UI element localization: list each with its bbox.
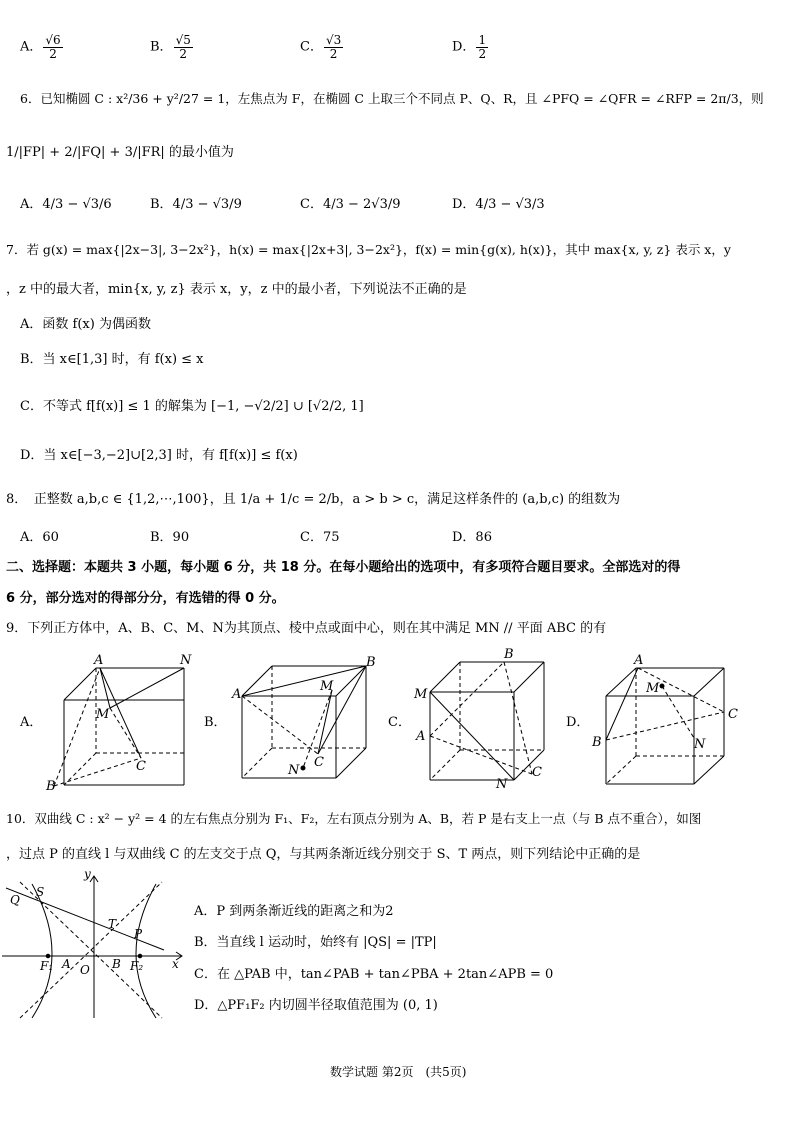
q6-option-a: A．4/3 − √3/6: [20, 197, 112, 212]
q10-stem-line2: ，过点 P 的直线 l 与双曲线 C 的左支交于点 Q，与其两条渐近线分别交于 S、T 两点，则下列结论中正确的是: [6, 847, 641, 862]
q5-option-b: B． $\frac{√5}{2}$: [150, 33, 191, 61]
q8-option-a: A．60: [20, 530, 59, 545]
q6-stem-line2: 1/|FP| + 2/|FQ| + 3/|FR| 的最小值为: [6, 145, 234, 160]
label-t: T: [108, 917, 117, 931]
label-n: N: [288, 763, 300, 778]
q9-cube-d: [590, 650, 750, 792]
q8-option-b: B．90: [150, 530, 190, 545]
page-footer: 数学试题 第2页 (共5页): [330, 1065, 467, 1079]
label-a: A: [62, 957, 71, 971]
q9-cube-a: [44, 650, 204, 792]
label-q: Q: [10, 893, 20, 907]
section2-heading-line1: 二、选择题：本题共 3 小题，每小题 6 分，共 18 分。在每小题给出的选项中，有多项符合题目要求。全部选对的得: [6, 560, 681, 575]
label-c: C: [314, 755, 324, 770]
q9-stem: 9．下列正方体中，A、B、C、M、N为其顶点、棱中点或面中心，则在其中满足 MN // 平面 ABC 的有: [6, 621, 607, 636]
label-x: x: [172, 957, 179, 971]
label-b: B: [46, 779, 56, 792]
q7-stem-line1: 7．若 g(x) = max{|2x−3|, 3−2x²}，h(x) = max{|2x+3|, 3−2x²}，f(x) = min{g(x), h(x)}，其中 max{x, y, z} 表示 x，y: [6, 242, 731, 257]
q8-option-c: C．75: [300, 530, 340, 545]
q7-option-a: A．函数 f(x) 为偶函数: [20, 317, 151, 332]
label-n: N: [180, 653, 192, 668]
q5-option-a: A． $\frac{√6}{2}$: [20, 33, 61, 61]
q9-cube-b: [228, 650, 388, 792]
label-n: N: [694, 737, 706, 752]
q5-option-d: D． $\frac{1}{2}$: [452, 33, 487, 61]
q5-option-c: C． $\frac{√3}{2}$: [300, 33, 342, 61]
label-c: C: [532, 765, 542, 780]
label-y: y: [84, 870, 91, 881]
q9-option-a-label: A．: [20, 715, 43, 730]
q7-option-d: D．当 x∈[−3,−2]∪[2,3] 时，有 f[f(x)] ≤ f(x): [20, 448, 298, 463]
label-b: B: [112, 957, 121, 971]
label-f2: F₂: [130, 959, 144, 973]
label-m: M: [96, 707, 110, 722]
q8-option-d: D．86: [452, 530, 492, 545]
q5-options: [20, 30, 780, 70]
q10-stem-line1: 10．双曲线 C : x² − y² = 4 的左右焦点分别为 F₁、F₂，左右顶点分别为 A、B，若 P 是右支上一点（与 B 点不重合），如图: [6, 811, 702, 826]
label-c: C: [728, 707, 738, 722]
q10-option-a: A．P 到两条渐近线的距离之和为2: [194, 904, 394, 919]
label-s: S: [36, 885, 45, 899]
label-o: O: [80, 963, 90, 977]
label-b: B: [366, 655, 376, 670]
q9-option-d-label: D．: [566, 715, 590, 730]
label-a: A: [634, 653, 644, 668]
q7-stem-line2: ，z 中的最大者，min{x, y, z} 表示 x，y，z 中的最小者，下列说法不正确的是: [6, 282, 467, 297]
label-a: A: [232, 687, 242, 702]
label-a: A: [416, 729, 426, 744]
label-n: N: [496, 777, 508, 792]
label-a: A: [94, 653, 104, 668]
q6-stem-line1: 6．已知椭圆 C : x²/36 + y²/27 = 1，左焦点为 F，在椭圆 C 上取三个不同点 P、Q、R，且 ∠PFQ = ∠QFR = ∠RFP = 2π/3，则: [20, 91, 764, 106]
q6-option-b: B．4/3 − √3/9: [150, 197, 242, 212]
q9-option-b-label: B．: [204, 715, 227, 730]
label-m: M: [320, 679, 334, 694]
q8-stem: 8． 正整数 a,b,c ∈ {1,2,⋯,100}，且 1/a + 1/c = 2/b，a > b > c，满足这样条件的 (a,b,c) 的组数为: [6, 492, 621, 507]
q9-option-c-label: C．: [388, 715, 411, 730]
q10-option-d: D．△PF₁F₂ 内切圆半径取值范围为 (0, 1): [194, 998, 438, 1013]
label-b: B: [592, 735, 602, 750]
q7-option-c: C．不等式 f[f(x)] ≤ 1 的解集为 [−1, −√2/2] ∪ [√2/2, 1]: [20, 399, 364, 414]
label-m: M: [646, 681, 660, 696]
q10-hyperbola-figure: [2, 870, 188, 1020]
label-m: M: [414, 687, 428, 702]
q6-option-d: D．4/3 − √3/3: [452, 197, 545, 212]
q7-option-b: B．当 x∈[1,3] 时，有 f(x) ≤ x: [20, 352, 204, 367]
q9-cube-c: [412, 646, 572, 792]
q6-option-c: C．4/3 − 2√3/9: [300, 197, 401, 212]
label-b: B: [504, 647, 514, 662]
q10-option-c: C．在 △PAB 中，tan∠PAB + tan∠PBA + 2tan∠APB = 0: [194, 967, 554, 982]
label-p: P: [134, 927, 143, 941]
section2-heading-line2: 6 分，部分选对的得部分分，有选错的得 0 分。: [6, 591, 285, 606]
label-c: C: [136, 759, 146, 774]
q10-option-b: B．当直线 l 运动时，始终有 |QS| = |TP|: [194, 935, 437, 950]
label-f1: F₁: [40, 959, 54, 973]
